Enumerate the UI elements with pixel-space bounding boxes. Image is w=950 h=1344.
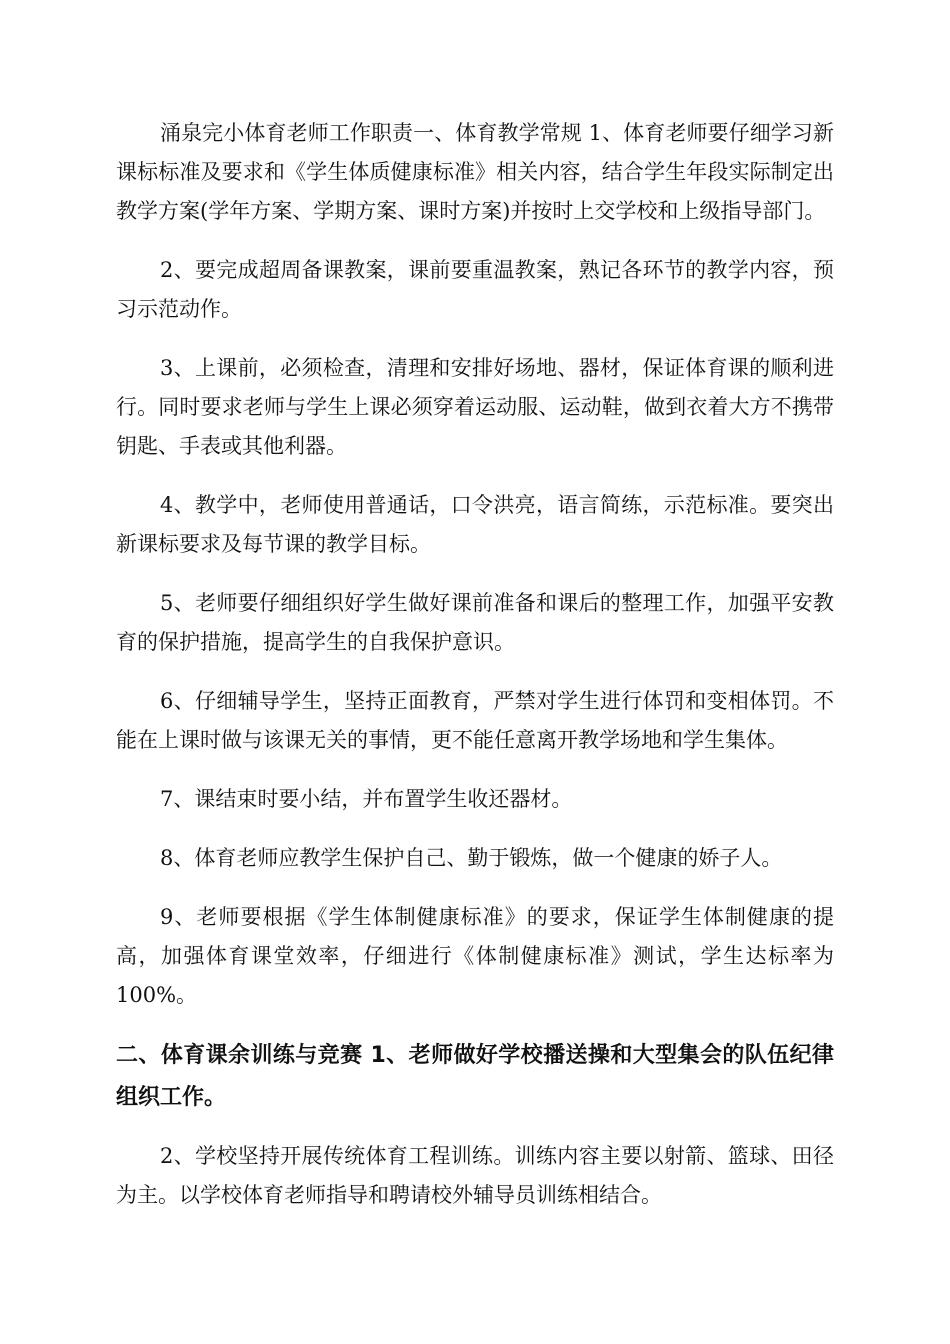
- paragraph-duty-8: 8、体育老师应教学生保护自己、勤于锻炼，做一个健康的娇子人。: [160, 846, 783, 870]
- paragraph-duty-6: 6、仔细辅导学生，坚持正面教育，严禁对学生进行体罚和变相体罚。不能在上课时做与该课无关的事情，更不能任意离开教学场地和学生集体。: [116, 689, 834, 752]
- paragraph-duty-5: 5、老师要仔细组织好学生做好课前准备和课后的整理工作，加强平安教育的保护措施，提高学生的自我保护意识。: [116, 591, 834, 654]
- section-heading-training: 二、体育课余训练与竞赛 1、老师做好学校播送操和大型集会的队伍纪律组织工作。: [116, 1043, 834, 1110]
- paragraph-duty-2: 2、要完成超周备课教案，课前要重温教案，熟记各环节的教学内容，预习示范动作。: [116, 258, 834, 321]
- paragraph-intro-duty-1: 涌泉完小体育老师工作职责一、体育教学常规 1、体育老师要仔细学习新课标标准及要求和《学生体质健康标准》相关内容，结合学生年段实际制定出教学方案(学年方案、学期方案、课时方案)并按时上交学校和上级指导部门。: [116, 121, 834, 223]
- paragraph-duty-4: 4、教学中，老师使用普通话，口令洪亮，语言简练，示范标准。要突出新课标要求及每节课的教学目标。: [116, 493, 834, 556]
- paragraph-duty-9: 9、老师要根据《学生体制健康标准》的要求，保证学生体制健康的提高，加强体育课堂效率，仔细进行《体制健康标准》测试，学生达标率为 100%。: [116, 905, 834, 1007]
- paragraph-training-2: 2、学校坚持开展传统体育工程训练。训练内容主要以射箭、篮球、田径为主。以学校体育老师指导和聘请校外辅导员训练相结合。: [116, 1144, 834, 1207]
- paragraph-duty-3: 3、上课前，必须检查，清理和安排好场地、器材，保证体育课的顺利进行。同时要求老师与学生上课必须穿着运动服、运动鞋，做到衣着大方不携带钥匙、手表或其他利器。: [116, 356, 834, 458]
- paragraph-duty-7: 7、课结束时要小结，并布置学生收还器材。: [160, 787, 573, 811]
